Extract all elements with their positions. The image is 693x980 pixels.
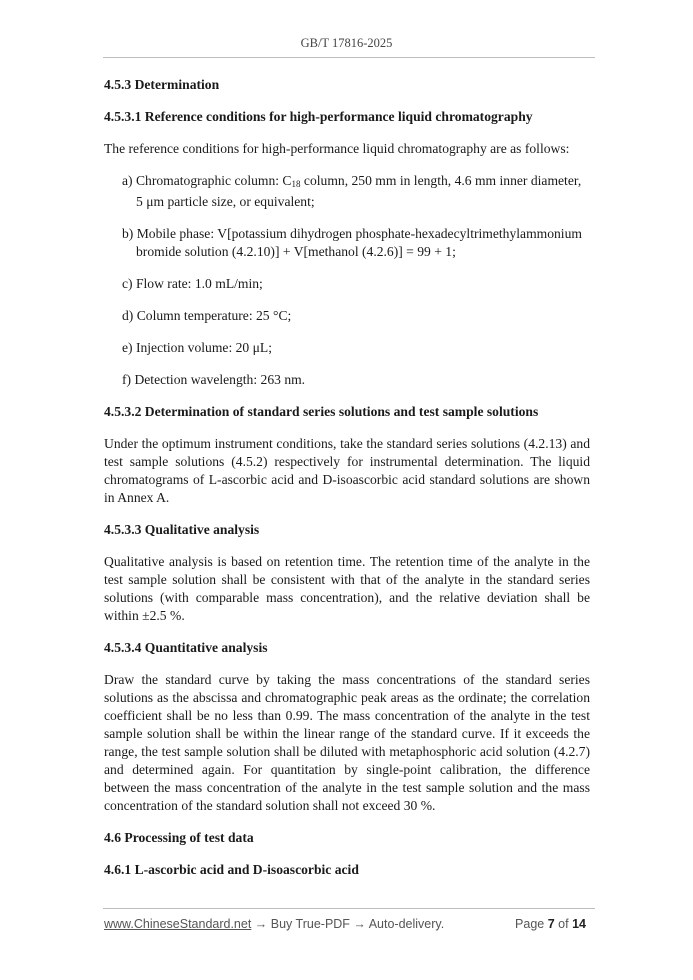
page-indicator <box>515 917 586 931</box>
list-item-injection-volume: e) Injection volume: 20 μL; <box>122 340 272 355</box>
heading-4-5-3-3: 4.5.3.3 Qualitative analysis <box>104 522 260 537</box>
page-current: 7 <box>547 917 555 931</box>
item-a-subscript: 18 <box>291 179 301 189</box>
quantitative-paragraph: Draw the standard curve by taking the mass concentrations of the standard series solutions as the abscissa and chromatographic peak areas as the ordinate; the correlation coefficient shall be no less than 0.99. The mass concentration of the analyte in the test sample solution shall be within the linear range of the standard curve. If it exceeds the range, the test sample solution shall be diluted with metaphosphoric acid solution (4.2.7) and determined again. For quantitation by single-point calibration, the difference between the mass concentration of the analyte in the test sample solution and the mass concentration of the standard solution shall not exceed 30 %. <box>104 672 590 813</box>
footer-divider <box>103 908 595 909</box>
heading-4-5-3: 4.5.3 Determination <box>104 77 220 92</box>
heading-4-5-3-1: 4.5.3.1 Reference conditions for high-performance liquid chromatography <box>104 109 533 124</box>
qualitative-paragraph: Qualitative analysis is based on retention time. The retention time of the analyte in the test sample solution shall be consistent with that of the analyte in the standard series solutions (with comparable mass concentration), and the relative deviation shall be within ±2.5 %. <box>104 554 590 623</box>
hplc-intro-paragraph: The reference conditions for high-performance liquid chromatography are as follows: <box>104 141 570 156</box>
item-a-suffix: column, 250 mm in length, 4.6 mm inner diameter, 5 μm particle size, or equivalent; <box>136 173 582 209</box>
heading-4-6: 4.6 Processing of test data <box>104 830 254 845</box>
page-of: of <box>558 917 569 931</box>
page-label: Page <box>515 917 545 931</box>
heading-4-5-3-2: 4.5.3.2 Determination of standard series solutions and test sample solutions <box>104 404 539 419</box>
heading-4-5-3-4: 4.5.3.4 Quantitative analysis <box>104 640 268 655</box>
page-total: 14 <box>572 917 586 931</box>
item-a-prefix: a) Chromatographic column: C <box>122 173 292 188</box>
list-item-column-temperature: d) Column temperature: 25 °C; <box>122 308 292 323</box>
footer-promo: → Buy True-PDF → Auto-delivery. <box>251 917 445 931</box>
header-divider <box>103 57 595 58</box>
document-header: GB/T 17816-2025 <box>300 36 393 50</box>
list-item-flow-rate: c) Flow rate: 1.0 mL/min; <box>122 276 263 291</box>
site-link[interactable]: www.ChineseStandard.net <box>104 917 252 931</box>
list-item-column <box>122 172 590 211</box>
list-item-detection-wavelength: f) Detection wavelength: 263 nm. <box>122 372 306 387</box>
list-item-mobile-phase: b) Mobile phase: V[potassium dihydrogen phosphate-hexadecyltrimethylammonium bromide solution (4.2.10)] + V[methanol (4.2.6)] = 99 + 1; <box>122 226 582 259</box>
document-footer <box>104 917 586 931</box>
heading-4-6-1: 4.6.1 L-ascorbic acid and D-isoascorbic acid <box>104 862 359 877</box>
determination-paragraph: Under the optimum instrument conditions, take the standard series solutions (4.2.13) and test sample solutions (4.5.2) respectively for instrumental determination. The liquid chromatograms of L-ascorbic acid and D-isoascorbic acid standard solutions are shown in Annex A. <box>104 436 590 505</box>
document-body <box>104 76 590 893</box>
